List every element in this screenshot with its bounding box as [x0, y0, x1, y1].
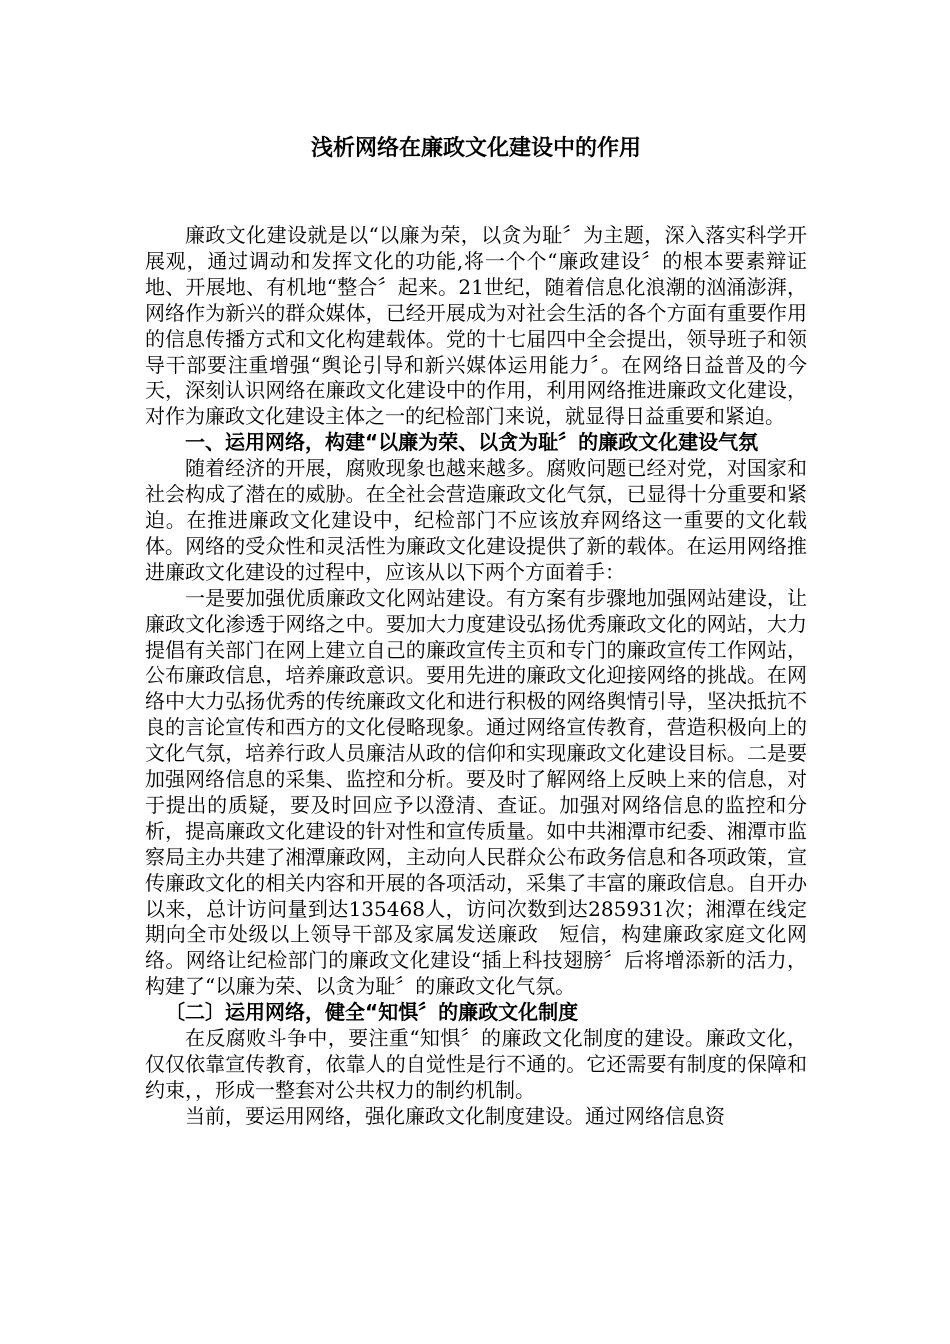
section-heading-2: 〔二〕运用网络，健全“知惧〞的廉政文化制度 [165, 1000, 579, 1025]
section-heading-1: 一、运用网络，构建“以廉为荣、以贪为耻〞的廉政文化建设气氛 [185, 430, 759, 455]
document-body [145, 223, 807, 1130]
section-1-paragraph-2: 一是要加强优质廉政文化网站建设。有方案有步骤地加强网站建设，让廉政文化渗透于网络之中。要加大力度建设弘扬优秀廉政文化的网站，大力提倡有关部门在网上建立自己的廉政宣传主页和专门的廉政宣传工作网站，公布廉政信息，培养廉政意识。要用先进的廉政文化迎接网络的挑战。在网络中大力弘扬优秀的传统廉政文化和进行积极的网络舆情引导，坚决抵抗不良的言论宣传和西方的文化侵略现象。通过网络宣传教育，营造积极向上的文化气氛，培养行政人员廉洁从政的信仰和实现廉政文化建设目标。二是要加强网络信息的采集、监控和分析。要及时了解网络上反映上来的信息，对于提出的质疑，要及时回应予以澄清、查证。加强对网络信息的监控和分析，提高廉政文化建设的针对性和宣传质量。如中共湘潭市纪委、湘潭市监察局主办共建了湘潭廉政网，主动向人民群众公布政务信息和各项政策，宣传廉政文化的相关内容和开展的各项活动，采集了丰富的廉政信息。自开办以来，总计访问量到达135468人，访问次数到达285931次；湘潭在线定期向全市处级以上领导干部及家属发送廉政 短信，构建廉政家庭文化网络。网络让纪检部门的廉政文化建设“插上科技翅膀〞后将增添新的活力，构建了“以廉为荣、以贪为耻〞的廉政文化气氛。 [145, 585, 807, 999]
section-2-paragraph-2: 当前，要运用网络，强化廉政文化制度建设。通过网络信息资 [185, 1103, 725, 1128]
section-2-paragraph-1: 在反腐败斗争中，要注重“知惧〞的廉政文化制度的建设。廉政文化，仅仅依靠宣传教育，依靠人的自觉性是行不通的。它还需要有制度的保障和约束，，形成一整套对公共权力的制约机制。 [145, 1026, 807, 1102]
intro-paragraph: 廉政文化建设就是以“以廉为荣，以贪为耻〞为主题，深入落实科学开展观，通过调动和发挥文化的功能,将一个个“廉政建设〞的根本要素辩证地、开展地、有机地“整合〞起来。21世纪，随着信息化浪潮的汹涌澎湃，网络作为新兴的群众媒体，已经开展成为对社会生活的各个方面有重要作用的信息传播方式和文化构建载体。党的十七届四中全会提出，领导班子和领导干部要注重增强“舆论引导和新兴媒体运用能力〞。在网络日益普及的今天，深刻认识网络在廉政文化建设中的作用，利用网络推进廉政文化建设，对作为廉政文化建设主体之一的纪检部门来说，就显得日益重要和紧迫。 [145, 223, 807, 429]
document-title: 浅析网络在廉政文化建设中的作用 [310, 136, 641, 161]
section-1-paragraph-1: 随着经济的开展，腐败现象也越来越多。腐败问题已经对党，对国家和社会构成了潜在的威胁。在全社会营造廉政文化气氛，已显得十分重要和紧迫。在推进廉政文化建设中，纪检部门不应该放弃网络这一重要的文化载体。网络的受众性和灵活性为廉政文化建设提供了新的载体。在运用网络推进廉政文化建设的过程中，应该从以下两个方面着手： [145, 456, 807, 584]
